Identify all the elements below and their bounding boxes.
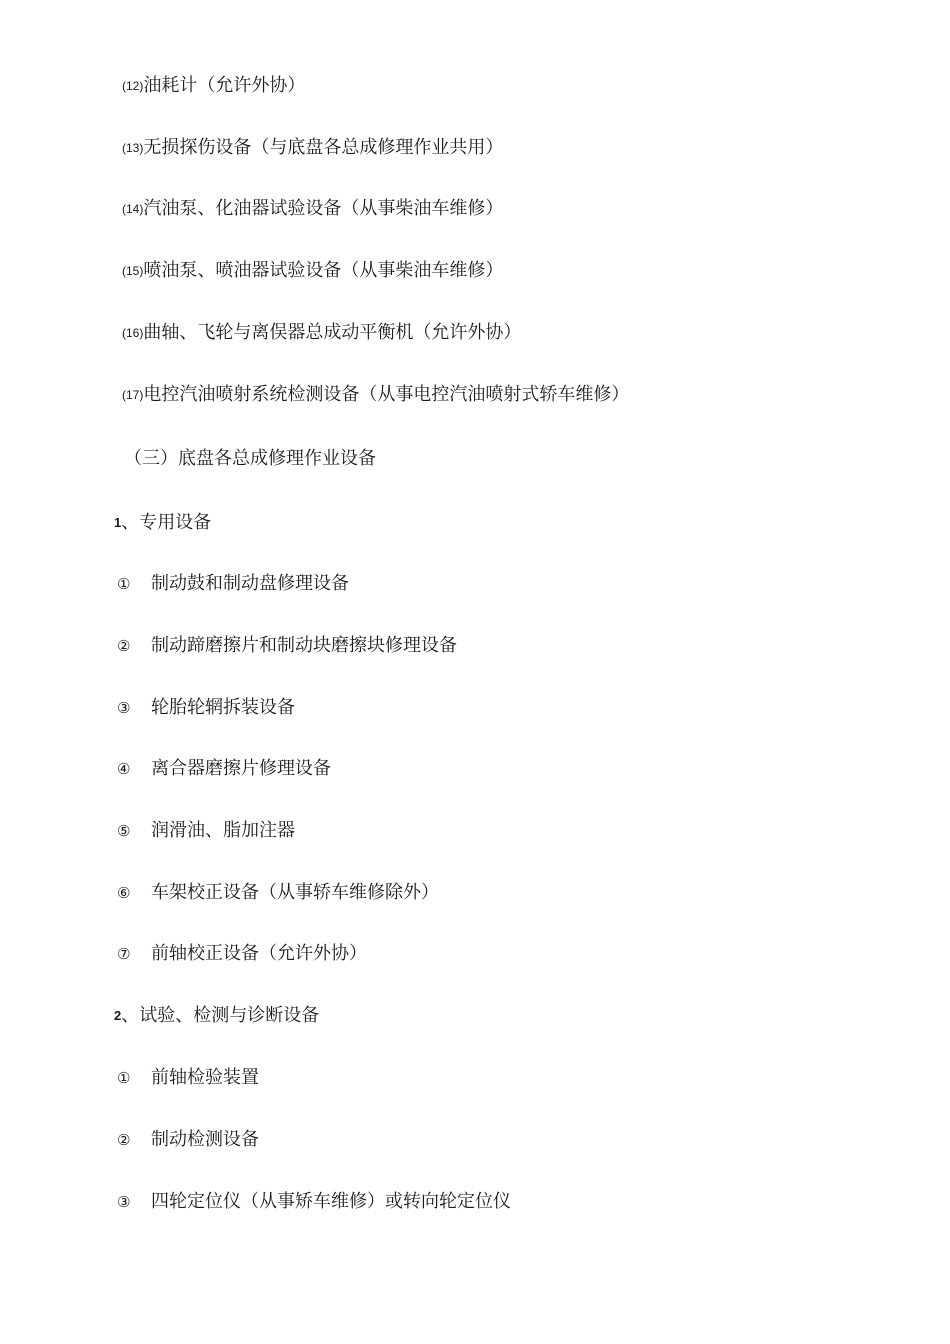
item-text: 电控汽油喷射系统检测设备（从事电控汽油喷射式轿车维修） [143, 384, 630, 405]
item-text: 曲轴、飞轮与离俣器总成动平衡机（允许外协） [143, 322, 522, 343]
item-text: 无损探伤设备（与底盘各总成修理作业共用） [143, 137, 504, 158]
item-number: (14) [122, 202, 144, 216]
item-number: (17) [122, 388, 144, 402]
list-item [117, 634, 457, 658]
item-number: (16) [122, 326, 144, 340]
item-text: 喷油泵、喷油器试验设备（从事柴油车维修） [143, 260, 504, 281]
list-item [122, 197, 503, 221]
item-text: 轮胎轮辋拆装设备 [151, 697, 295, 718]
subsection-number: 1 [114, 515, 122, 530]
circled-number: ⑤ [117, 822, 131, 840]
list-item [122, 136, 503, 160]
item-number: (13) [122, 141, 144, 155]
item-text: 前轴校正设备（允许外协） [151, 943, 367, 964]
section-heading: （三）底盘各总成修理作业设备 [124, 448, 376, 469]
list-item [117, 1128, 259, 1152]
item-text: 润滑油、脂加注器 [151, 820, 295, 841]
item-text: 制动检测设备 [151, 1129, 259, 1150]
item-text: 前轴检验装置 [151, 1067, 259, 1088]
circled-number: ② [117, 637, 131, 655]
circled-number: ③ [117, 699, 131, 717]
item-text: 汽油泵、化油器试验设备（从事柴油车维修） [143, 198, 504, 219]
circled-number: ④ [117, 760, 131, 778]
circled-number: ⑥ [117, 884, 131, 902]
list-item [122, 383, 629, 407]
item-text: 制动蹄磨擦片和制动块磨擦块修理设备 [151, 635, 457, 656]
subsection-heading [114, 1004, 319, 1028]
circled-number: ① [117, 575, 131, 593]
list-item [117, 942, 367, 966]
subsection-text: 、试验、检测与诊断设备 [121, 1005, 320, 1026]
item-number: (12) [122, 79, 144, 93]
list-item [117, 819, 295, 843]
item-text: 四轮定位仪（从事矫车维修）或转向轮定位仪 [151, 1191, 511, 1212]
item-text: 油耗计（允许外协） [143, 75, 306, 96]
list-item [117, 696, 295, 720]
item-text: 制动鼓和制动盘修理设备 [151, 573, 349, 594]
item-text: 离合器磨擦片修理设备 [151, 758, 331, 779]
circled-number: ① [117, 1069, 131, 1087]
item-text: 车架校正设备（从事轿车维修除外） [151, 882, 439, 903]
list-item [122, 259, 503, 283]
list-item [122, 74, 305, 98]
item-number: (15) [122, 264, 144, 278]
circled-number: ② [117, 1131, 131, 1149]
list-item [117, 1190, 511, 1214]
subsection-heading [114, 511, 211, 535]
subsection-number: 2 [114, 1008, 122, 1023]
subsection-text: 、专用设备 [121, 512, 212, 533]
circled-number: ⑦ [117, 945, 131, 963]
list-item [122, 321, 521, 345]
circled-number: ③ [117, 1193, 131, 1211]
list-item [117, 881, 439, 905]
list-item [117, 1066, 259, 1090]
list-item [117, 572, 349, 596]
list-item [117, 757, 331, 781]
